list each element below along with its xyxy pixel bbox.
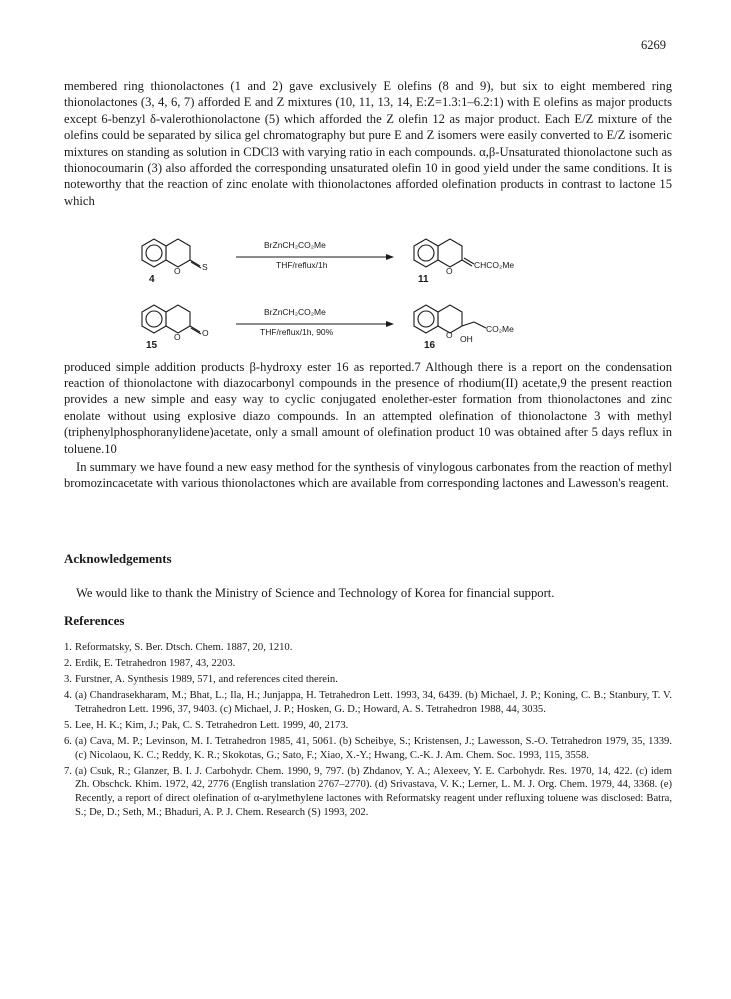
body-paragraph-3: In summary we have found a new easy method for the synthesis of vinylogous carbonates from the reaction of methyl bromozincacetate with various thionolactones which are available from corresponding lactones and Lawesson's reagent. [64, 459, 672, 490]
body-paragraph-1: membered ring thionolactones (1 and 2) gave exclusively E olefins (8 and 9), but six to eight membered ring thionolactones (3, 4, 6, 7) afforded E and Z mixtures (10, 11, 13, 14, E:Z=1.3:1–6.2:1) with E olefins as major products except 6-benzyl δ-valerothionolactone (5) which afforded the Z olefin 12 as major product. Each E/Z mixture of the olefins could be separated by silica gel chromatography but pure E and Z isomers were easily converted to E/Z isomeric mixtures on standing as solution in CDCl3 with varying ratio in each compounds. α,β-Unsaturated thionolactone such as thionocoumarin (3) also afforded the corresponding unsaturated olefin 10 in good yield under the same conditions. It is noteworthy that the reaction of zinc enolate with thionolactones afforded olefination products in contrast to lactone 15 which [64, 79, 672, 208]
conditions-1: THF/reflux/1h [276, 260, 328, 270]
reference-text: Lee, H. K.; Kim, J.; Pak, C. S. Tetrahedron Lett. 1999, 40, 2173. [75, 719, 349, 731]
reaction-scheme-1 [64, 218, 672, 285]
reference-number: 2. [64, 657, 72, 669]
product-2-oxygen: O [446, 330, 453, 340]
product-2-ester: CO₂Me [486, 324, 514, 334]
sm-sulfur: S [202, 262, 208, 272]
arrow-head-1 [386, 254, 394, 260]
reference-number: 3. [64, 673, 72, 685]
reference-item [64, 657, 672, 671]
product-2-hydroxyl: OH [460, 334, 473, 344]
reference-text: Erdik, E. Tetrahedron 1987, 43, 2203. [75, 657, 236, 669]
compound-15-label: 15 [146, 340, 158, 351]
reference-text: (a) Csuk, R.; Glanzer, B. I. J. Carbohydr. Chem. 1990, 9, 797. (b) Zhdanov, Y. A.; Alexeev, Y. E. Carbohydr. Res. 1970, 14, 422. (c) idem Zh. Obschck. Khim. 1972, 42, 2776 (English translation 2767–2770). (d) Srivastava, V. K.; Lerner, L. M. J. Org. Chem. 1979, 44, 3368. (e) Recently, a report of direct olefination of α-arylmethylene lactones with Reformatsky reagent under refluxing toluene was disclosed: Batra, S.; De, D.; Seth, M.; Bhaduri, A. P. J. Chem. Research (S) 1993, 202. [75, 765, 672, 818]
reagent-2: BrZnCH₂CO₂Me [264, 307, 326, 317]
reference-item [64, 641, 672, 655]
reference-item [64, 689, 672, 717]
references-heading: References [64, 613, 125, 628]
product-substituent: CHCO₂Me [474, 260, 515, 270]
sm-carbonyl-oxygen: O [202, 328, 209, 338]
reference-item [64, 765, 672, 820]
acknowledgements-heading: Acknowledgements [64, 551, 172, 566]
conditions-2: THF/reflux/1h, 90% [260, 327, 334, 337]
reference-number: 1. [64, 642, 72, 653]
reference-text: (a) Cava, M. P.; Levinson, M. I. Tetrahedron 1985, 41, 5061. (b) Scheibye, S.; Kristensen, J.; Lawesson, S.-O. Tetrahedron 1979, 35, 1339. (c) Nicolaou, K. C.; Reddy, K. R.; Skokotas, G.; Sato, F.; Xiao, X.-Y.; Hwang, C.-K. J. Am. Chem. Soc. 1993, 115, 3558. [75, 735, 672, 761]
page-number: 6269 [641, 38, 666, 52]
reference-item [64, 735, 672, 763]
reaction-1-structures [64, 218, 672, 278]
reaction-scheme-2 [64, 290, 672, 350]
reagent-1: BrZnCH₂CO₂Me [264, 240, 326, 250]
body-paragraph-2: produced simple addition products β-hydroxy ester 16 as reported.7 Although there is a report on the condensation reaction of thionolactone with diazocarbonyl compounds in the presence of rhodium(II) acetate,9 the present reaction provides a new simple and easy way to cyclic conjugated enolether-ester formation from thionolactones and zinc enolate without using explosive diazo compounds. In an attempted olefination of thionolactone 3 with methyl (triphenylphosphoranylidene)acetate, only a small amount of olefination product 10 was obtained after 5 days reflux in toluene.10 [64, 359, 672, 456]
sm-oxygen: O [174, 266, 181, 276]
arrow-head-2 [386, 321, 394, 327]
reference-list [64, 641, 672, 822]
compound-4-label: 4 [149, 274, 155, 285]
reference-number: 6. [64, 735, 72, 747]
reference-text: (a) Chandrasekharam, M.; Bhat, L.; Ila, H.; Junjappa, H. Tetrahedron Lett. 1993, 34, 6439. (b) Michael, J. P.; Koning, C. B.; Stanbury, T. V. Tetrahedron Lett. 1996, 37, 9403. (c) Michael, J. P.; Hosken, G. D.; Howard, A. S. Tetrahedron 1988, 44, 3035. [75, 689, 672, 715]
product-oxygen: O [446, 266, 453, 276]
reference-text: Furstner, A. Synthesis 1989, 571, and references cited therein. [75, 673, 338, 685]
reference-item [64, 719, 672, 733]
compound-16-label: 16 [424, 340, 436, 351]
reference-number: 5. [64, 719, 72, 731]
reference-number: 7. [64, 765, 72, 777]
acknowledgements-text: We would like to thank the Ministry of Science and Technology of Korea for financial support. [76, 585, 555, 600]
reference-number: 4. [64, 689, 72, 701]
compound-11-label: 11 [418, 274, 429, 285]
reference-text: Reformatsky, S. Ber. Dtsch. Chem. 1887, 20, 1210. [75, 642, 293, 653]
sm-ring-oxygen: O [174, 332, 181, 342]
reference-item [64, 673, 672, 687]
